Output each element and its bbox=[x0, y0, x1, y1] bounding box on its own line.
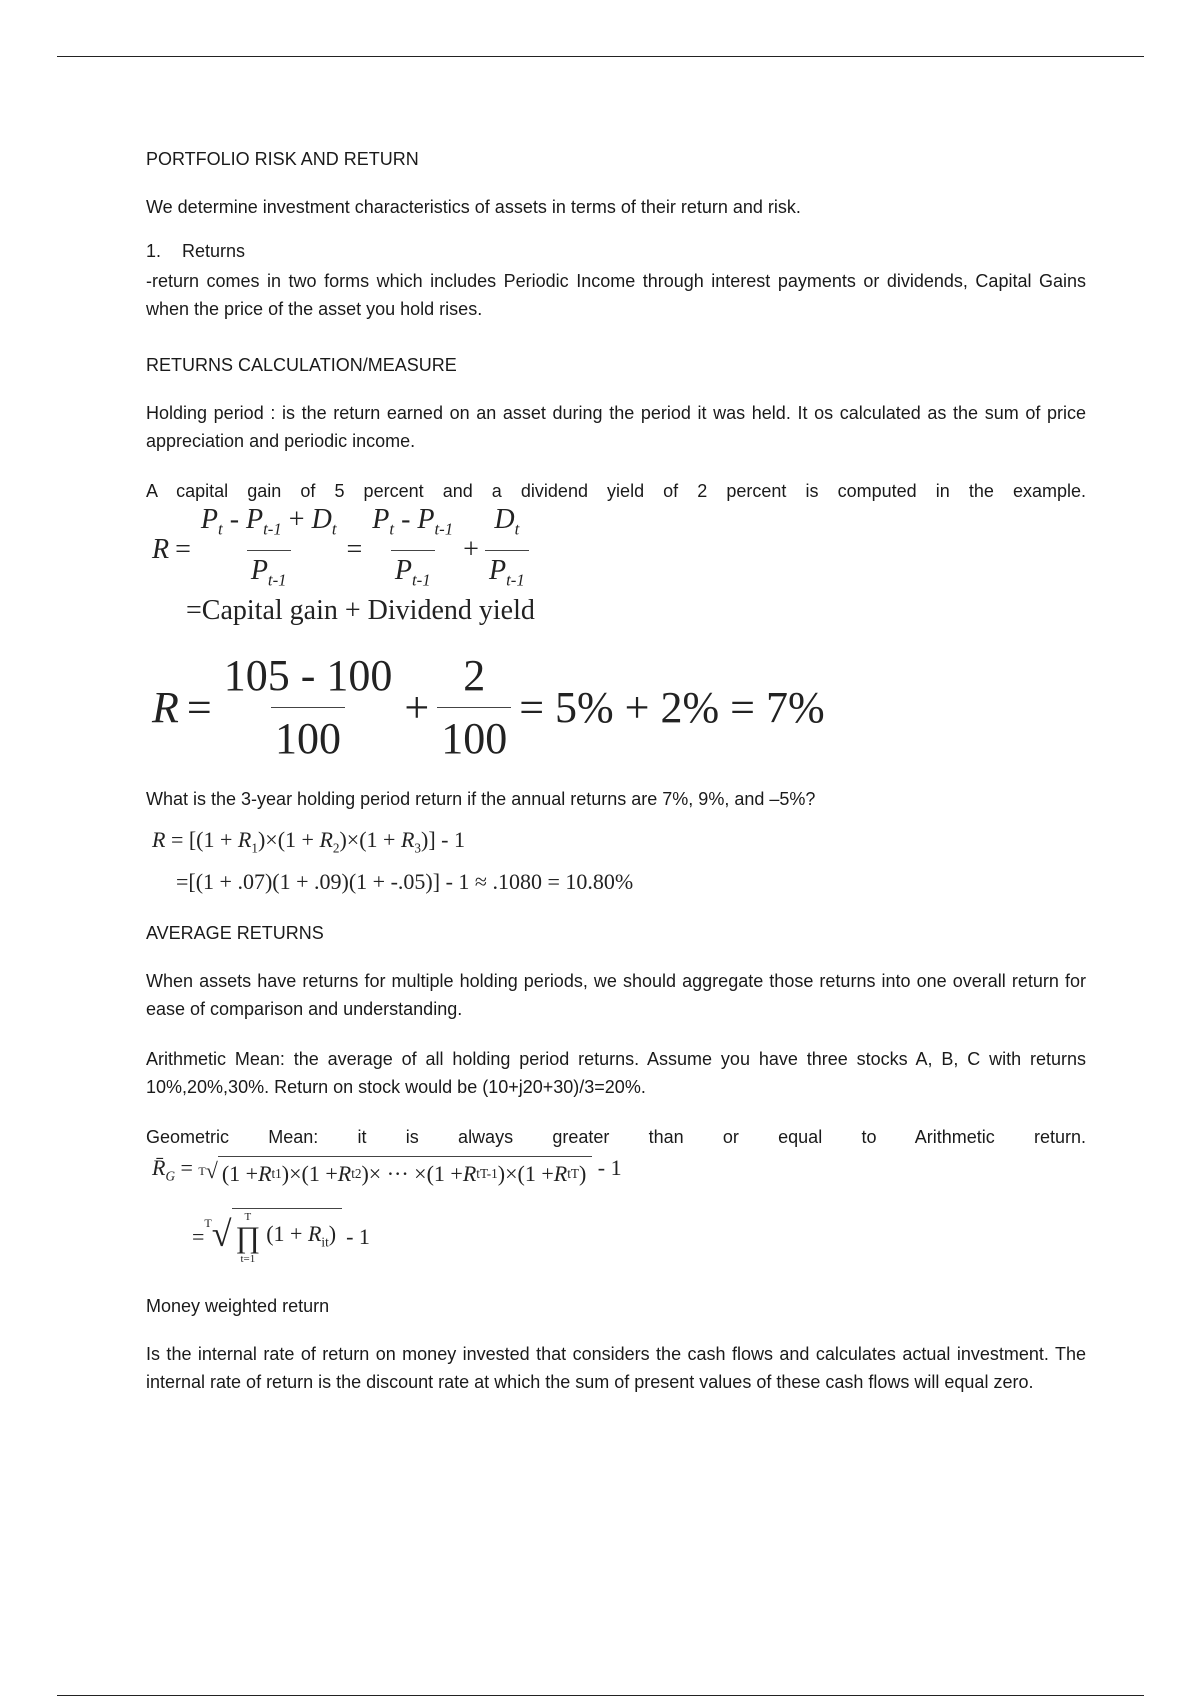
list-number: 1. bbox=[146, 241, 162, 261]
capital-gain-paragraph: A capital gain of 5 percent and a dividend yield of 2 percent is computed in the example. bbox=[146, 481, 1086, 501]
numeric-fraction: $\frac{2}{100}$ bbox=[437, 645, 511, 770]
return-formula-numeric: R = $\frac{105 - 100}{100}$ + $\frac{2}{100}$ = 5% + 2% = 7% bbox=[146, 637, 1086, 777]
three-year-formula: $R = [(1 + R_1)\times(1 + R_2)\times(1 + R_3)] - 1$ =[(1 + .07)(1 + .09)(1 + -.05)] - 1 ≈ .1080 = 10.80% bbox=[146, 823, 1086, 899]
geometric-mean-formula: $R̄_G$ = T √ (1 + R t1 )×(1 + R t2 )× ··· ×(1 + R tT-1 )×(1 + R tT ) - 1 = T √ T ∏ t=1 $(1 + R_{it})$ - 1 bbox=[152, 1155, 622, 1266]
list-label: Returns bbox=[182, 241, 246, 261]
returns-description: -return comes in two forms which includes Periodic Income through interest payments or dividends, Capital Gains when the price of the asset you hold rises. bbox=[146, 271, 1086, 319]
list-item-returns bbox=[146, 239, 1086, 263]
formula-fraction: $\frac{P_t - P_{t-1} + D_t}{P_{t-1}}$ bbox=[197, 500, 341, 600]
section-heading-calculation: RETURNS CALCULATION/MEASURE bbox=[146, 355, 457, 375]
formula-fraction: $\frac{D_t}{P_{t-1}}$ bbox=[485, 500, 529, 600]
average-returns-paragraph: When assets have returns for multiple holding periods, we should aggregate those returns into one overall return for ease of comparison and understanding. bbox=[146, 971, 1086, 1020]
formula-fraction: $\frac{P_t - P_{t-1}}{P_{t-1}}$ bbox=[368, 500, 457, 600]
header-rule bbox=[57, 56, 1144, 57]
section-heading-average: AVERAGE RETURNS bbox=[146, 923, 324, 944]
return-formula-symbolic: R = $\frac{P_t - P_{t-1} + D_t}{P_{t-1}}$ = $\frac{P_t - P_{t-1}}{P_{t-1}}$ + $\frac{D_t}{P_{t-1}}$ bbox=[146, 509, 1086, 591]
footer-rule bbox=[57, 1695, 1144, 1696]
geometric-mean-paragraph: Geometric Mean: it is always greater than or equal to Arithmetic return. bbox=[146, 1127, 1086, 1148]
arithmetic-mean-paragraph: Arithmetic Mean: the average of all holding period returns. Assume you have three stocks A, B, C with returns 10%,20%,30%. Return on stock would be (10+j20+30)/3=20%. bbox=[146, 1049, 1086, 1098]
money-weighted-paragraph: Is the internal rate of return on money invested that considers the cash flows and calculates actual investment. The internal rate of return is the discount rate at which the sum of present values of these cash flows will equal zero. bbox=[146, 1343, 1086, 1392]
page-title: PORTFOLIO RISK AND RETURN bbox=[146, 149, 419, 169]
holding-period-paragraph: Holding period : is the return earned on an asset during the period it was held. It os calculated as the sum of price appreciation and periodic income. bbox=[146, 403, 1086, 451]
intro-paragraph: We determine investment characteristics of assets in terms of their return and risk. bbox=[146, 197, 801, 217]
three-year-calculation: =[(1 + .07)(1 + .09)(1 + -.05)] - 1 ≈ .1080 = 10.80% bbox=[176, 869, 634, 895]
product-symbol: T ∏ t=1 bbox=[235, 1211, 261, 1266]
numeric-result: = 5% + 2% = 7% bbox=[519, 682, 825, 732]
numeric-fraction: $\frac{105 - 100}{100}$ bbox=[220, 645, 397, 770]
formula-capital-dividend: =Capital gain + Dividend yield bbox=[186, 595, 535, 626]
document-body bbox=[146, 147, 1086, 1396]
section-heading-money-weighted: Money weighted return bbox=[146, 1295, 330, 1316]
three-year-question: What is the 3-year holding period return if the annual returns are 7%, 9%, and –5%? bbox=[146, 789, 816, 809]
